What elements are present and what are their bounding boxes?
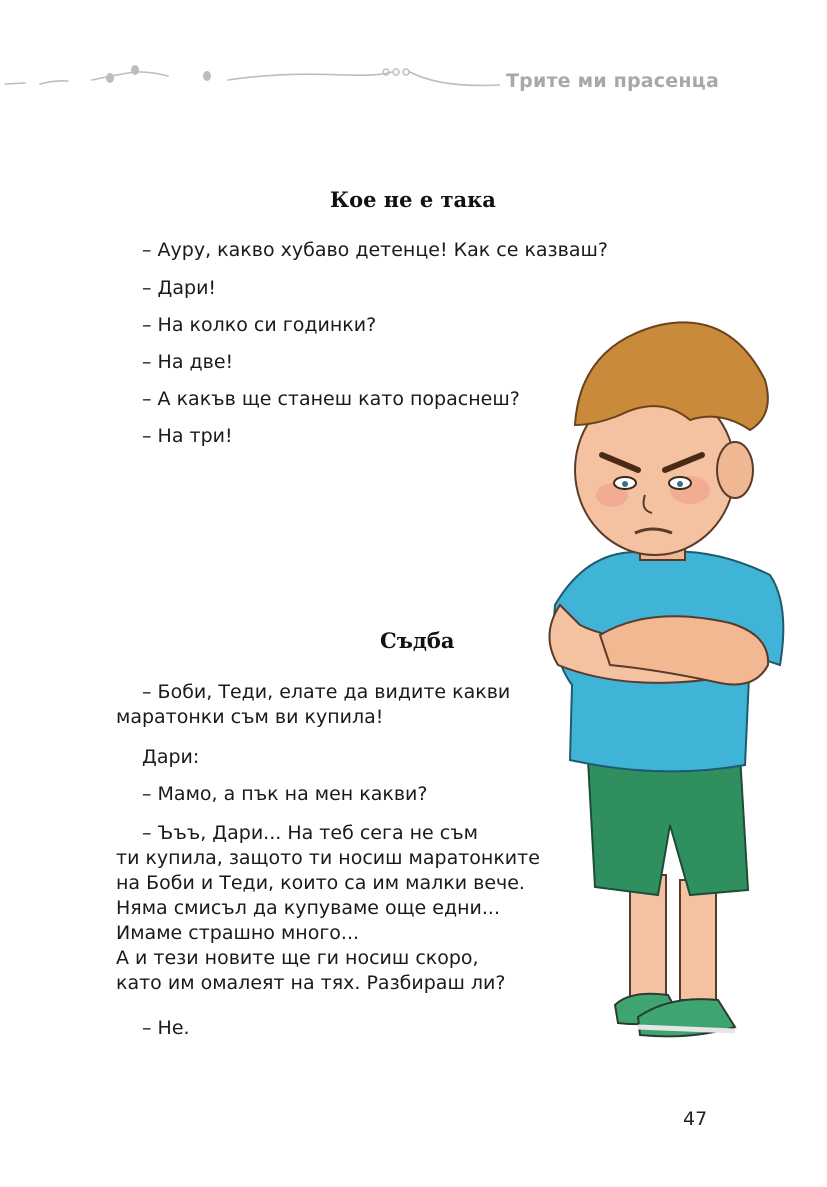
paragraph: – Ъъъ, Дари... На теб сега не съм ти купила, защото ти носиш маратонките на Боби и Теди, които са им малки вече. Няма смисъл да купуваме още едни... Имаме страшно много... А и тези новите ще ги носиш скоро, като им омалеят на тях. Разбираш ли? (116, 822, 540, 994)
dialogue-line: – На три! (142, 425, 233, 447)
paragraph: – Мамо, а пък на мен какви? (142, 783, 428, 805)
running-title: Трите ми прасенца (506, 70, 719, 92)
section-title: Кое не е така (330, 187, 496, 212)
dialogue-line: – На колко си годинки? (142, 314, 377, 336)
paragraph: – Боби, Теди, елате да видите какви маратонки съм ви купила! (116, 681, 511, 728)
boy-illustration (540, 305, 800, 1065)
dialogue-line: – Дари! (142, 277, 217, 299)
section-title: Съдба (380, 628, 455, 653)
loops-icon (383, 69, 409, 75)
paragraph: Дари: (142, 746, 200, 768)
header-ornament (0, 58, 500, 108)
paragraph: – Не. (142, 1017, 190, 1039)
dialogue-line: – А какъв ще станеш като пораснеш? (142, 388, 520, 410)
dialogue-line: – На две! (142, 351, 234, 373)
dialogue-line: – Ауру, какво хубаво детенце! Как се казваш? (142, 239, 608, 261)
page-number: 47 (683, 1108, 708, 1130)
